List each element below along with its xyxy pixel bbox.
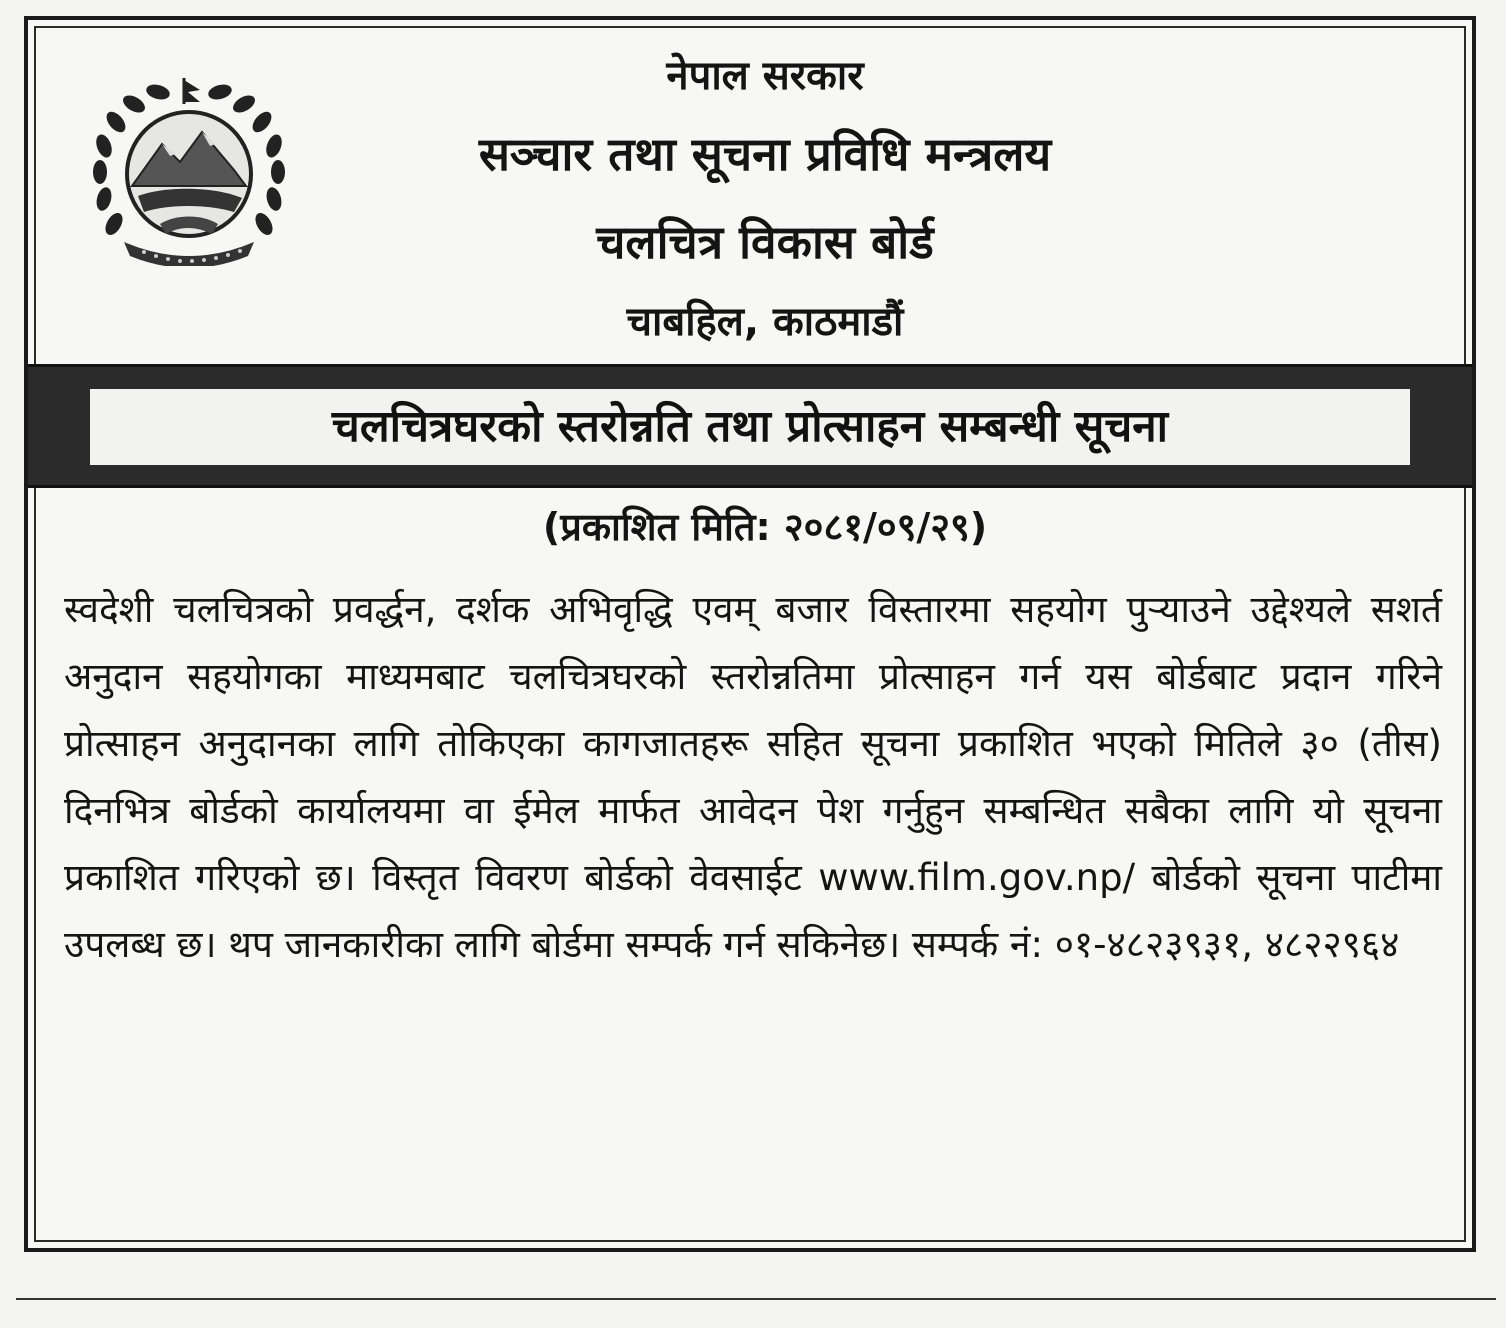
notice-title: चलचित्रघरको स्तरोन्नति तथा प्रोत्साहन सम्बन्धी सूचना xyxy=(90,389,1410,465)
published-date: (प्रकाशित मिति: २०८१/०९/२९) xyxy=(542,505,988,549)
notice-title-band xyxy=(28,364,1472,488)
notice-frame xyxy=(24,16,1476,1252)
board-name: चलचित्र विकास बोर्ड xyxy=(596,215,934,269)
government-name: नेपाल सरकार xyxy=(666,53,864,99)
ministry-name: सञ्चार तथा सूचना प्रविधि मन्त्रलय xyxy=(478,127,1052,181)
notice-header xyxy=(28,20,1472,360)
notice-body: स्वदेशी चलचित्रको प्रवर्द्धन, दर्शक अभिवृद्धि एवम् बजार विस्तारमा सहयोग पुऱ्याउने उद्देश्यले सशर्त अनुदान सहयोगका माध्यमबाट चलचित्रघरको स्तरोन्नतिमा प्रोत्साहन गर्न यस बोर्डबाट प्रदान गरिने प्रोत्साहन अनुदानका लागि तोकिएका कागजातहरू सहित सूचना प्रकाशित भएको मितिले ३० (तीस) दिनभित्र बोर्डको कार्यालयमा वा ईमेल मार्फत आवेदन पेश गर्नुहुन सम्बन्धित सबैका लागि यो सूचना प्रकाशित गरिएको छ। विस्तृत विवरण बोर्डको वेवसाईट www.film.gov.np/ बोर्डको सूचना पाटीमा उपलब्ध छ। थप जानकारीका लागि बोर्डमा सम्पर्क गर्न सकिनेछ। सम्पर्क नं: ०१-४८२३९३१, ४८२२९६४ xyxy=(64,588,1442,966)
board-address: चाबहिल, काठमाडौं xyxy=(626,299,904,345)
bottom-divider xyxy=(16,1298,1496,1300)
